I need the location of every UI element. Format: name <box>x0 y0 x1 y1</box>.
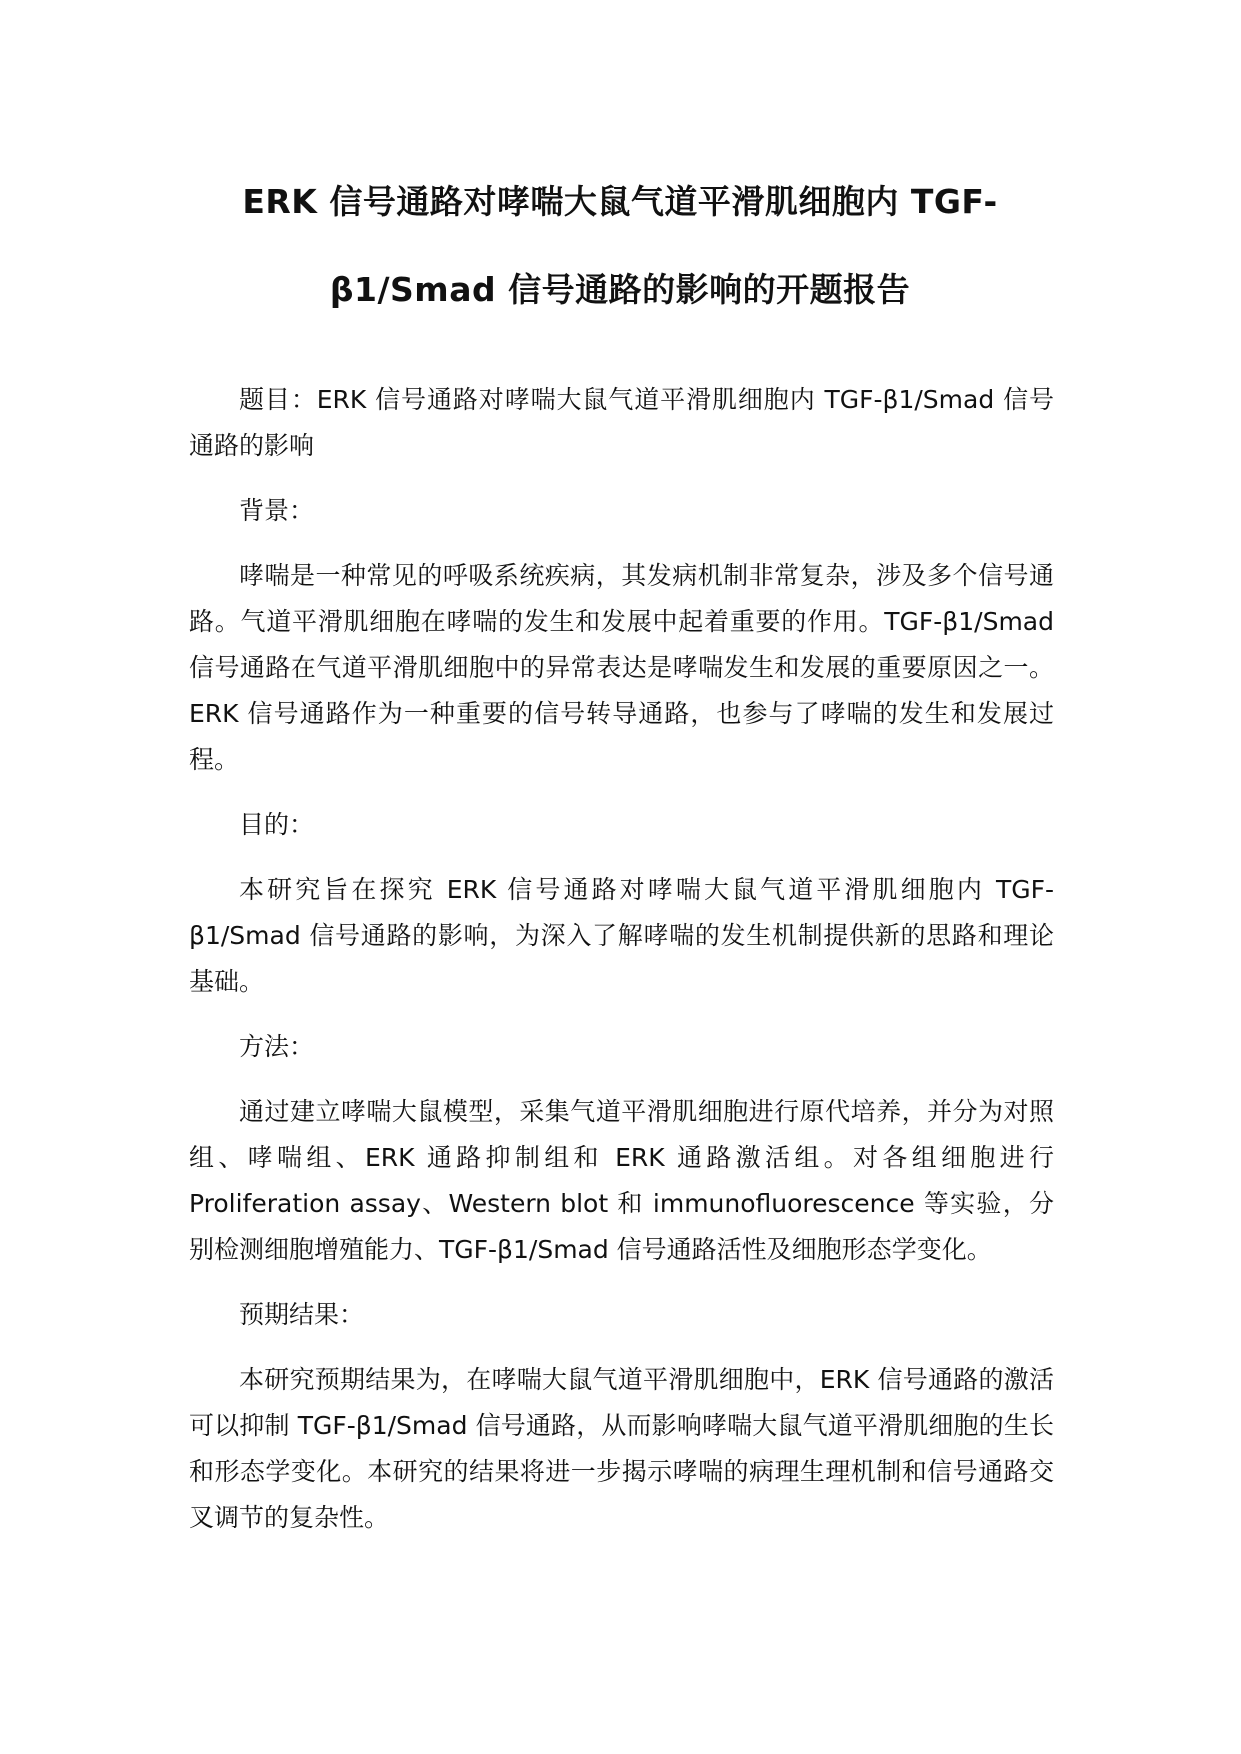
heading-background: 背景： <box>239 496 315 525</box>
document-body <box>189 377 1054 1560</box>
paragraph-methods: 通过建立哮喘大鼠模型，采集气道平滑肌细胞进行原代培养，并分为对照组、哮喘组、ERK 通路抑制组和 ERK 通路激活组。对各组细胞进行 Proliferation assay、Western blot 和 immunofluorescence 等实验，分别检测细胞增殖能力、TGF-β1/Smad 信号通路活性及细胞形态学变化。 <box>189 1097 1054 1264</box>
paragraph-background: 哮喘是一种常见的呼吸系统疾病，其发病机制非常复杂，涉及多个信号通路。气道平滑肌细胞在哮喘的发生和发展中起着重要的作用。TGF-β1/Smad 信号通路在气道平滑肌细胞中的异常表达是哮喘发生和发展的重要原因之一。ERK 信号通路作为一种重要的信号转导通路，也参与了哮喘的发生和发展过程。 <box>189 561 1054 774</box>
heading-purpose: 目的： <box>239 810 315 839</box>
paragraph-expected-results: 本研究预期结果为，在哮喘大鼠气道平滑肌细胞中，ERK 信号通路的激活可以抑制 TGF-β1/Smad 信号通路，从而影响哮喘大鼠气道平滑肌细胞的生长和形态学变化。本研究的结果将进一步揭示哮喘的病理生理机制和信号通路交叉调节的复杂性。 <box>189 1365 1054 1532</box>
document-title: ERK 信号通路对哮喘大鼠气道平滑肌细胞内 TGF-β1/Smad 信号通路的影响的开题报告 <box>242 182 998 309</box>
heading-expected-results: 预期结果： <box>239 1300 365 1329</box>
paragraph-purpose: 本研究旨在探究 ERK 信号通路对哮喘大鼠气道平滑肌细胞内 TGF-β1/Smad 信号通路的影响，为深入了解哮喘的发生机制提供新的思路和理论基础。 <box>189 875 1054 996</box>
paragraph-topic: 题目：ERK 信号通路对哮喘大鼠气道平滑肌细胞内 TGF-β1/Smad 信号通路的影响 <box>189 385 1054 460</box>
heading-methods: 方法： <box>239 1032 315 1061</box>
